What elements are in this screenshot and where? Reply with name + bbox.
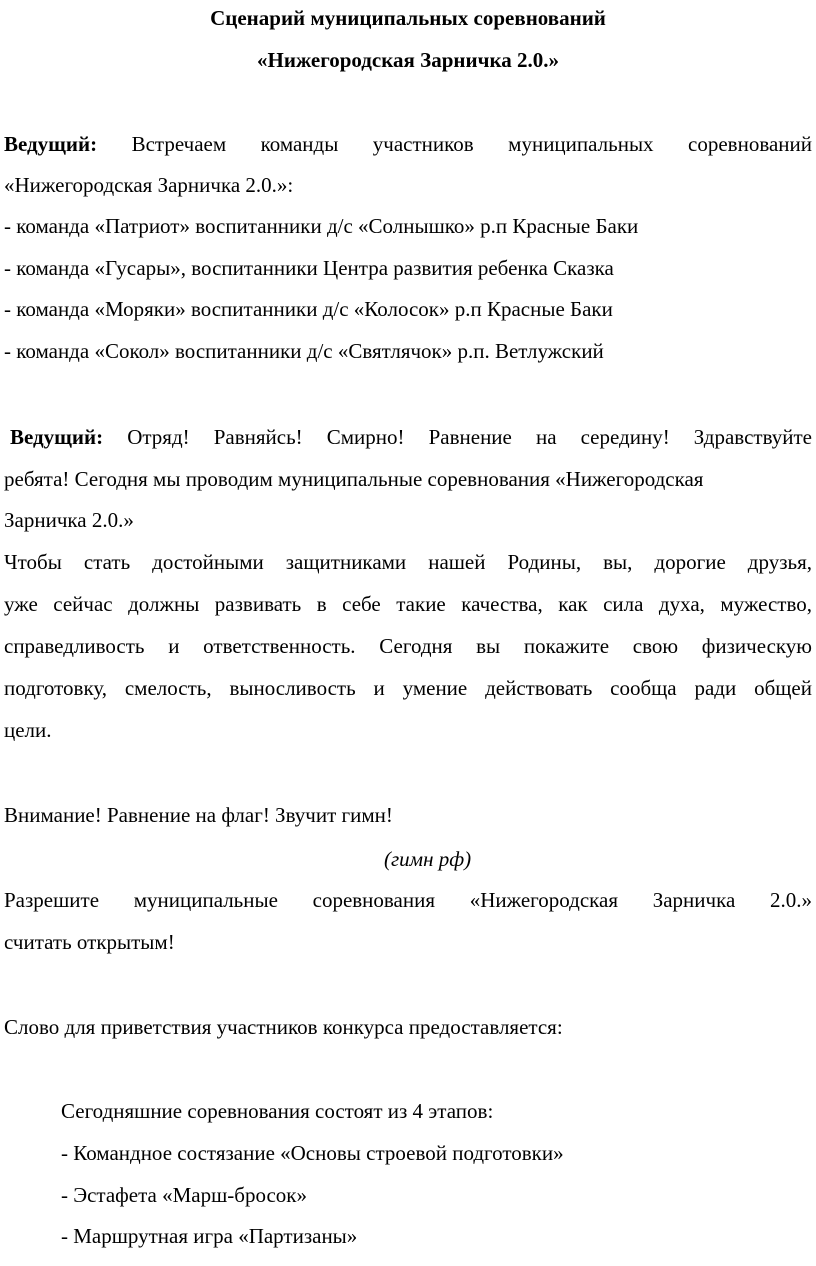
opening-line-2: считать открытым! xyxy=(4,930,175,954)
paragraph-line: Чтобы стать достойными защитниками нашей Родины, вы, дорогие друзья, xyxy=(4,550,812,574)
team-item: - команда «Гусары», воспитанники Центра развития ребенка Сказка xyxy=(4,256,614,280)
block1-line-1 xyxy=(4,130,812,158)
block1-text: Встречаем команды участников муниципальных соревнований xyxy=(131,132,812,156)
speaker-label: Ведущий: xyxy=(4,132,98,156)
block2-line-2: ребята! Сегодня мы проводим муниципальные соревнования «Нижегородская xyxy=(4,467,704,491)
block2-line-1 xyxy=(10,423,812,451)
paragraph-line: уже сейчас должны развивать в себе такие качества, как сила духа, мужество, xyxy=(4,592,812,616)
attention-line: Внимание! Равнение на флаг! Звучит гимн! xyxy=(4,803,393,827)
title-line-1: Сценарий муниципальных соревнований xyxy=(210,6,606,30)
opening-line-1: Разрешите муниципальные соревнования «Нижегородская Зарничка 2.0.» xyxy=(4,888,812,912)
block2-text: Отряд! Равняйсь! Смирно! Равнение на середину! Здравствуйте xyxy=(127,425,812,449)
team-item: - команда «Моряки» воспитанники д/с «Колосок» р.п Красные Баки xyxy=(4,297,613,321)
anthem-note: (гимн рф) xyxy=(384,847,472,871)
block1-line-2: «Нижегородская Зарничка 2.0.»: xyxy=(4,173,294,197)
block2-line-3: Зарничка 2.0.» xyxy=(4,508,134,532)
stages-intro: Сегодняшние соревнования состоят из 4 этапов: xyxy=(61,1099,494,1123)
speaker-label: Ведущий: xyxy=(10,425,104,449)
stage-item: - Маршрутная игра «Партизаны» xyxy=(61,1224,358,1248)
greeting-line: Слово для приветствия участников конкурса предоставляется: xyxy=(4,1015,563,1039)
paragraph-line: подготовку, смелость, выносливость и умение действовать сообща ради общей xyxy=(4,676,812,700)
title-line-2: «Нижегородская Зарничка 2.0.» xyxy=(257,48,559,72)
team-item: - команда «Сокол» воспитанники д/с «Святлячок» р.п. Ветлужский xyxy=(4,339,604,363)
team-item: - команда «Патриот» воспитанники д/с «Солнышко» р.п Красные Баки xyxy=(4,214,639,238)
paragraph-line: цели. xyxy=(4,718,52,742)
paragraph-line: справедливость и ответственность. Сегодня вы покажите свою физическую xyxy=(4,634,812,658)
stage-item: - Эстафета «Марш-бросок» xyxy=(61,1183,308,1207)
stage-item: - Командное состязание «Основы строевой подготовки» xyxy=(61,1141,564,1165)
